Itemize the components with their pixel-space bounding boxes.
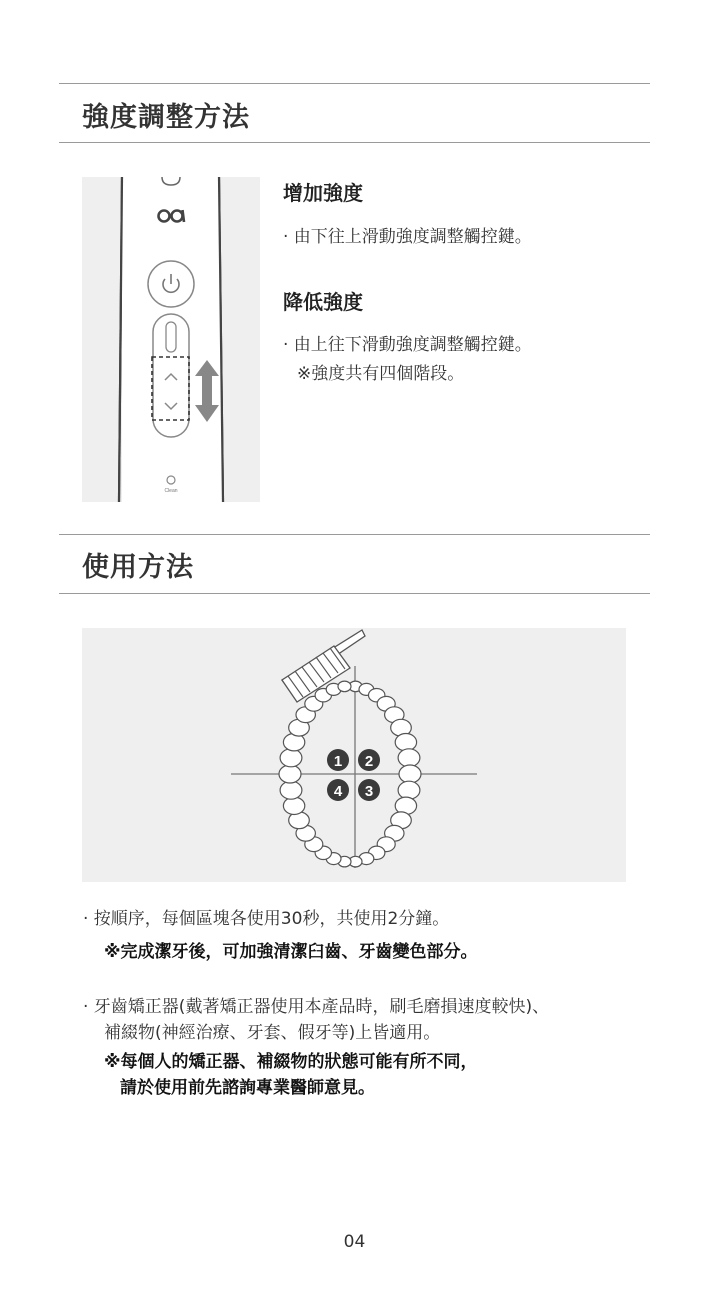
svg-text:4: 4 [333,783,343,800]
section-divider-top [59,83,650,84]
usage-section-title: 使用方法 [82,552,194,583]
quadrant-badge-2 [358,749,380,771]
tooth [279,765,301,783]
tooth [338,681,351,692]
decrease-heading: 降低強度 [283,290,363,314]
usage-divider-top [59,534,650,535]
toothbrush-illustration [82,177,260,502]
power-button-icon [148,261,194,307]
section-divider-bottom [59,142,650,143]
intensity-section-title: 強度調整方法 [82,102,250,133]
tooth [399,765,421,783]
usage-tip-1-note: ※完成潔牙後，可加強清潔臼齒、牙齒變色部分。 [104,942,478,962]
usage-tip-2-note-1: ※每個人的矯正器、補綴物的狀態可能有所不同， [104,1052,478,1072]
intensity-levels-note: ※強度共有四個階段。 [297,364,465,384]
svg-text:2: 2 [364,753,374,770]
quadrant-badge-4 [327,779,349,801]
tooth [398,749,420,767]
teeth-diagram [82,628,626,882]
svg-text:3: 3 [364,783,374,800]
usage-tip-2-note-2: 請於使用前先諮詢專業醫師意見。 [120,1078,375,1098]
decrease-instruction: · 由上往下滑動強度調整觸控鍵。 [283,335,532,355]
toothbrush-handle-graphic [82,177,260,502]
increase-heading: 增加強度 [283,181,363,205]
page-number: 04 [343,1232,366,1252]
tooth [398,781,420,799]
teeth-diagram-graphic [82,628,626,882]
usage-divider-bottom [59,593,650,594]
usage-tip-2-line-1: · 牙齒矯正器(戴著矯正器使用本產品時，刷毛磨損速度較快)、 [83,997,550,1017]
svg-text:1: 1 [333,753,343,770]
tooth [283,797,304,814]
tooth [395,734,416,751]
quadrant-badge-1 [327,749,349,771]
clean-label: Clean [164,488,178,494]
quadrant-badge-3 [358,779,380,801]
usage-tip-1: · 按順序，每個區塊各使用30秒，共使用2分鐘。 [83,909,450,929]
usage-tip-2-line-2: 補綴物(神經治療、牙套、假牙等)上皆適用。 [104,1023,441,1043]
tooth [280,781,302,799]
tooth [280,749,302,767]
increase-instruction: · 由下往上滑動強度調整觸控鍵。 [283,227,532,247]
